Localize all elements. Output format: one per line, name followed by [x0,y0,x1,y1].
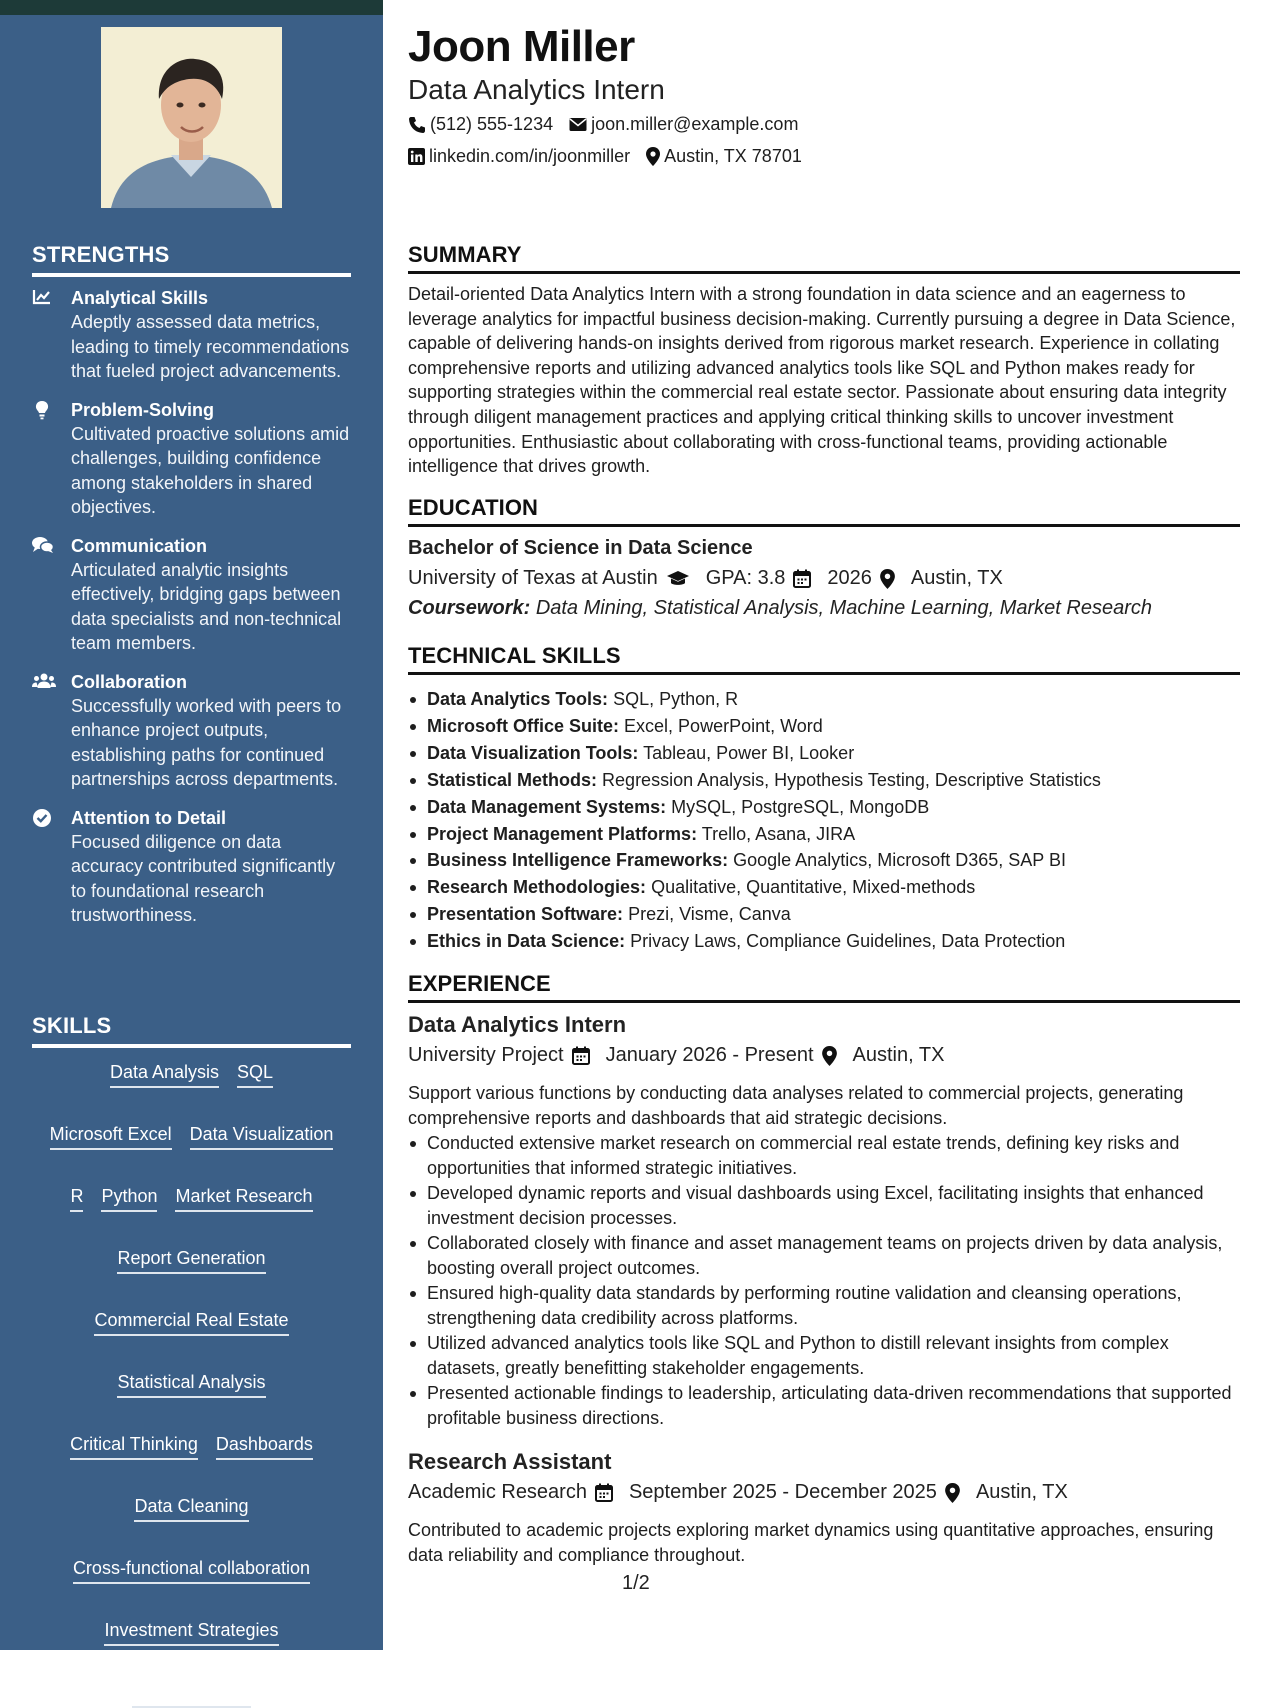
skill-category: Presentation Software: [427,904,624,925]
list-item [408,686,1240,713]
experience-heading: EXPERIENCE [408,971,1240,1003]
degree-title: Bachelor of Science in Data Science [408,537,753,559]
skill-tag: Data Cleaning [134,1494,248,1522]
skill-tag: Cross-functional collaboration [73,1556,310,1584]
strength-description: Successfully worked with peers to enhance project outputs, establishing paths for continued partnerships across departments. [71,695,342,789]
phone-text: (512) 555-1234 [430,114,554,134]
skill-category: Research Methodologies: [427,877,647,898]
job-bullets [408,1131,1240,1431]
job-title: Data Analytics Intern [408,1012,627,1037]
strength-item [32,670,352,792]
calendar-icon [595,1483,613,1502]
gpa-text: GPA: 3.8 [705,567,786,589]
candidate-name: Joon Miller [408,22,635,71]
strength-item [32,398,352,520]
strength-title: Problem-Solving [71,399,215,420]
phone-icon [408,116,426,134]
sidebar-top-bar [0,0,383,15]
skill-tag: Commercial Real Estate [94,1308,288,1336]
graduation-cap-icon [666,570,690,587]
envelope-icon [569,117,587,132]
strength-title: Collaboration [71,671,187,692]
strength-item [32,806,352,928]
list-item [408,794,1240,821]
list-item [408,740,1240,767]
strength-description: Adeptly assessed data metrics, leading to timely recommendations that fueled project advancements. [71,312,350,381]
contact-row [408,146,802,167]
skill-values: Tableau, Power BI, Looker [643,742,855,763]
location-text: Austin, TX 78701 [664,146,802,166]
list-item [408,713,1240,740]
coursework [408,597,1152,620]
list-item: Collaborated closely with finance and asset management teams on projects driven by data analysis, boosting overall project outcomes. [408,1231,1240,1280]
skill-tag: Data Analysis [110,1060,219,1088]
skill-category: Ethics in Data Science: [427,931,626,952]
job-title: Research Assistant [408,1449,612,1474]
edu-location: Austin, TX [910,567,1003,589]
email-text: joon.miller@example.com [591,114,799,134]
strength-description: Cultivated proactive solutions amid challenges, building confidence among stakeholders in shared objectives. [71,423,350,517]
skill-tag: Investment Strategies [104,1618,278,1646]
map-marker-icon [646,147,660,166]
org-text: University Project [408,1044,564,1066]
list-item: Ensured high-quality data standards by performing routine validation and cleansing operations, strengthening data credibility across platforms. [408,1281,1240,1330]
list-item: Conducted extensive market research on commercial real estate trends, defining key risks and opportunities that informed strategic initiatives. [408,1131,1240,1180]
job-location: Austin, TX [852,1044,945,1066]
list-item: Utilized advanced analytics tools like SQL and Python to distill relevant insights from complex datasets, greatly benefitting stakeholder engagements. [408,1331,1240,1380]
strengths-heading: STRENGTHS [32,242,351,277]
skill-tag: Dashboards [216,1432,313,1460]
gpa [706,567,812,590]
list-item [408,821,1240,848]
strength-title: Attention to Detail [71,807,226,828]
skill-values: Privacy Laws, Compliance Guidelines, Data Protection [630,931,1066,952]
skill-category: Project Management Platforms: [427,823,698,844]
check-circle-icon [32,808,54,828]
skill-tag: SQL [237,1060,273,1088]
skill-category: Business Intelligence Frameworks: [427,850,729,871]
year-text: 2026 [827,567,872,589]
education-heading: EDUCATION [408,495,1240,527]
skill-values: MySQL, PostgreSQL, MongoDB [671,796,930,817]
skill-values: Regression Analysis, Hypothesis Testing, Descriptive Statistics [602,769,1101,790]
grad-year [827,567,895,590]
list-item [408,928,1240,955]
strength-title: Communication [71,535,208,556]
list-item [408,901,1240,928]
comments-icon [32,536,54,556]
list-item [408,874,1240,901]
strength-description: Articulated analytic insights effectively, bridging gaps between data specialists and non-technical team members. [71,559,342,653]
contact-phone[interactable] [408,114,553,135]
skill-tag: Report Generation [117,1246,265,1274]
school-text: University of Texas at Austin [408,567,658,589]
avatar [101,27,282,208]
skill-category: Data Analytics Tools: [427,689,609,709]
skill-values: Excel, PowerPoint, Word [624,715,823,736]
dates-text: January 2026 - Present [605,1044,814,1066]
skill-values: Prezi, Visme, Canva [628,904,791,925]
calendar-icon [793,569,811,588]
job-org [408,1481,613,1504]
school-name [408,567,690,590]
contact-row [408,114,798,135]
skill-tag: Market Research [175,1184,312,1212]
skill-category: Data Visualization Tools: [427,742,639,763]
strength-item [32,286,352,384]
skill-values: Trello, Asana, JIRA [701,823,856,844]
contact-linkedin[interactable] [408,146,630,167]
skill-category: Microsoft Office Suite: [427,715,620,736]
job-dates [629,1481,960,1504]
job-meta [408,1044,960,1067]
list-item [408,767,1240,794]
skills-tag-cloud [32,1060,351,1708]
page-number: 1/2 [622,1572,650,1594]
linkedin-icon [408,148,425,165]
contact-email[interactable] [569,114,798,135]
coursework-text: Data Mining, Statistical Analysis, Machine Learning, Market Research [535,597,1153,619]
skill-tag: R [70,1184,83,1212]
list-item: Developed dynamic reports and visual dashboards using Excel, facilitating insights that enhanced investment decision processes. [408,1181,1240,1230]
skill-values: Google Analytics, Microsoft D365, SAP BI [733,850,1066,871]
contact-location [646,146,802,167]
strength-title: Analytical Skills [71,288,209,308]
summary-text: Detail-oriented Data Analytics Intern with a strong foundation in data science and an eagerness to leverage analytics for impactful business decision-making. Currently pursuing a degree in Data Science, capable of delivering hands-on insights derived from rigorous market research. Experience in collating comprehensive reports and utilizing advanced analytics tools like SQL and Python makes ready for supporting strategies within the commercial real estate sector. Passionate about ensuring data integrity through diligent management practices and applying critical thinking skills to uncover investment opportunities. Enthusiastic about collaborating with cross-functional teams, providing actionable intelligence that drives growth. [408,284,1236,477]
skill-tag: Data Visualization [190,1122,334,1150]
job-org [408,1044,590,1067]
chart-line-icon [32,288,54,308]
skill-tag: Microsoft Excel [50,1122,172,1150]
map-marker-icon [822,1046,837,1066]
skill-tag: Python [101,1184,157,1212]
coursework-label: Coursework: [408,597,531,619]
org-text: Academic Research [408,1481,587,1503]
summary-heading: SUMMARY [408,242,1240,274]
calendar-icon [572,1046,590,1065]
education-meta [408,567,1019,590]
skill-values: Qualitative, Quantitative, Mixed-methods [651,877,976,898]
skill-tag: Critical Thinking [70,1432,198,1460]
technical-skills-list [408,686,1240,955]
skill-category: Statistical Methods: [427,769,598,790]
job-location: Austin, TX [975,1481,1068,1503]
lightbulb-icon [32,400,54,420]
skills-heading: SKILLS [32,1013,351,1048]
skill-values: SQL, Python, R [613,689,739,709]
technical-skills-heading: TECHNICAL SKILLS [408,643,1240,675]
linkedin-text: linkedin.com/in/joonmiller [429,146,631,166]
dates-text: September 2025 - December 2025 [628,1481,937,1503]
strength-item [32,534,352,656]
candidate-role: Data Analytics Intern [408,74,665,105]
list-item: Presented actionable findings to leadership, articulating data-driven recommendations that supported profitable business directions. [408,1381,1240,1430]
job-summary: Support various functions by conducting data analyses related to commercial projects, generating comprehensive reports and dashboards that aid strategic decisions. [408,1083,1184,1128]
skill-tag: Analytics Tools [132,1680,251,1708]
users-icon [32,672,54,692]
job-dates [606,1044,837,1067]
strength-description: Focused diligence on data accuracy contributed significantly to foundational research trustworthiness. [71,831,336,925]
skill-category: Data Management Systems: [427,796,667,817]
job-summary: Contributed to academic projects exploring market dynamics using quantitative approaches, ensuring data reliability and compliance throughout. [408,1520,1214,1565]
sidebar [0,0,383,1702]
map-marker-icon [945,1483,960,1503]
list-item [408,847,1240,874]
strengths-list [32,286,352,942]
skill-tag: Statistical Analysis [117,1370,265,1398]
job-meta [408,1481,1084,1504]
map-marker-icon [880,569,895,589]
